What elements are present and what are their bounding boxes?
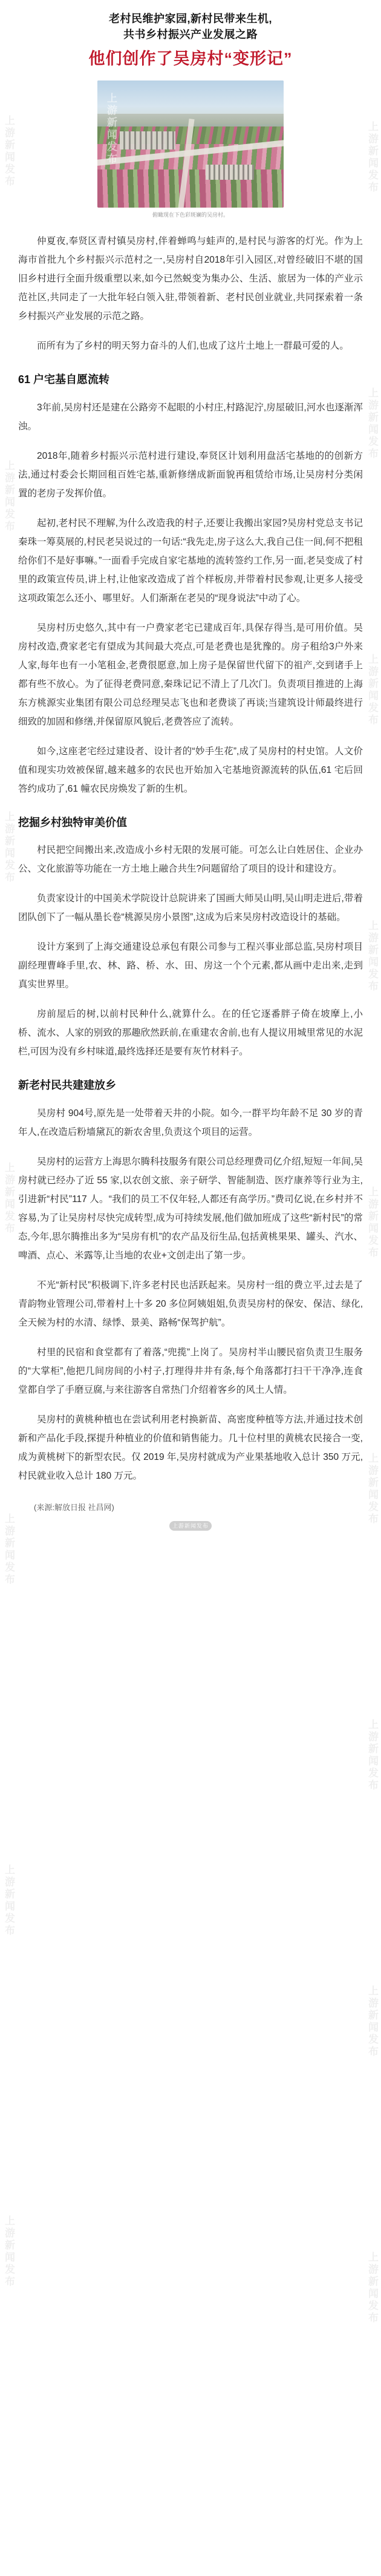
watermark: 上游新闻发布 xyxy=(105,93,117,166)
paragraph: 而所有为了乡村的明天努力奋斗的人们,也成了这片土地上一群最可爱的人。 xyxy=(37,340,349,351)
section-heading: 61 户宅基自愿流转 xyxy=(18,373,110,386)
paragraph: 如今,这座老宅经过建设者、设计者的“妙手生花”,成了吴房村的村史馆。人文价值和现实功效被保留,越来越多的农民也开始加入宅基地资源流转的队伍,61 宅后回答约成功了,61 幢农民房焕发了新的生机。 xyxy=(18,746,363,794)
watermark: 上游新闻发布 xyxy=(366,654,378,726)
paragraph: 2018年,随着乡村振兴示范村进行建设,奉贤区计划利用盘活宅基地的的创新方法,通过村委会长期回租百姓宅基,重新修缮成新面貌再租赁给市场,让吴房村分类闲置的老房子发挥价值。 xyxy=(18,450,363,499)
hero-field-near xyxy=(97,169,284,208)
watermark: 上游新闻发布 xyxy=(366,387,378,460)
watermark: 上游新闻发布 xyxy=(3,1162,15,1235)
watermark: 上游新闻发布 xyxy=(3,2215,15,2288)
watermark: 上游新闻发布 xyxy=(3,460,15,533)
paragraph: 吴房村 904号,原先是一处带着天井的小院。如今,一群平均年龄不足 30 岁的青年人,在改造后粉墙黛瓦的新农舍里,负责这个项目的运营。 xyxy=(18,1108,363,1138)
paragraph: 3年前,吴房村还是建在公路旁不起眼的小村庄,村路泥泞,房屋破旧,河水也逐渐浑浊。 xyxy=(18,402,363,432)
watermark: 上游新闻发布 xyxy=(366,1453,378,1525)
watermark: 上游新闻发布 xyxy=(3,1864,15,1937)
paragraph: 仲夏夜,奉贤区青村镇吴房村,伴着蝉鸣与蛙声的,是村民与游客的灯光。作为上海市首批九个乡村振兴示范村之一,吴房村自2018年引入园区,对曾经破旧不堪的国旧乡村进行全面升级重塑以来,如今已然蜕变为集办公、生活、旅居为一体的产业示范社区,共同走了一大批年轻白领入驻,带领着新、老村民创业就业,共同探索着一条乡村振兴产业发展的示范之路。 xyxy=(18,235,363,321)
footer-stamp-label: 上游新闻发布 xyxy=(169,1521,212,1531)
watermark: 上游新闻发布 xyxy=(3,811,15,884)
paragraph: 起初,老村民不理解,为什么改造我的村子,还要让我搬出家园?吴房村党总支书记秦珠一筹莫展的,村民老吴说过的一句话:“我先走,房子这么大,我自己住一间,何不把租给你们不是好事嘛。”一面看手完成自家宅基地的流转签约工作,另一面,老吴变成了村里的政策宣传员,讲上村,让他家改造成了首个样板房,并带着村民参观,让更多人接受这项政策怎么还小、哪里好。人们渐渐在老吴的“现身说法”中动了心。 xyxy=(18,518,363,603)
watermark: 上游新闻发布 xyxy=(366,121,378,194)
section-heading: 挖掘乡村独特审美价值 xyxy=(18,816,127,829)
hero-village-cluster xyxy=(120,131,175,149)
kicker-line-1: 老村民维护家园,新村民带来生机, xyxy=(108,13,272,25)
paragraph: 设计方案到了上海交通建设总承包有限公司参与工程兴事业部总监,吴房村项目副经理曹峰手里,农、林、路、桥、水、田、房这一个个元素,都从画中走出来,走到真实世界里。 xyxy=(18,942,363,990)
watermark: 上游新闻发布 xyxy=(366,1186,378,1259)
article-source: (来源:解放日报 社昌网) xyxy=(34,1503,114,1513)
hero-village-cluster xyxy=(206,165,254,180)
watermark: 上游新闻发布 xyxy=(3,1513,15,1586)
paragraph: 吴房村的运营方上海思尔腾科技服务有限公司总经理费司亿介绍,短短一年间,吴房村就已经办了近 55 家,以农创文旅、亲子研学、智能制造、医疗康养等行业为主,引进新“村民”117 人。“我们的员工不仅年轻,人都还有高学历。”费司亿说,在乡村并不容易,为了让吴房村尽快完成转型,成为可持续发展,他们做加班成了这些“新村民”的常态,今年,思尔腾推出多为“吴房有机”的农产品及衍生品,包括黄桃果果、罐头、汽水、啤酒、点心、米露等,让当地的农业+文创走出了第一步。 xyxy=(18,1157,363,1261)
paragraph: 吴房村的黄桃种植也在尝试利用老村换新苗、高密度种植等方法,并通过技术创新和产品化手段,探提升种植业的价值和销售能力。几十位村里的黄桃农民接合一变,成为黄桃树下的新型农民。仅 2019 年,吴房村就成为产业果基地收入总计 350 万元,村民就业收入总计 180 万元。 xyxy=(18,1414,363,1482)
hero-image xyxy=(97,80,284,208)
paragraph: 房前屋后的树,以前村民种什么,就算什么。在的任它逐番胖子倚在坡摩上,小桥、流水、人家的别致的那趣欣然跃前,在重建农舍前,也有人提议用城里常见的水泥栏,可因为没有乡村味道,最终选择还是要有灰竹材料子。 xyxy=(18,1009,363,1057)
paragraph: 吴房村历史悠久,其中有一户费家老宅已建成百年,具保存得当,是可用价值。吴房村改造,费家老宅有望成为其间最大亮点,可是老费也是犹豫的。房子租给3户外来人家,每年也有一小笔租金,老费很愿意,加上房子是保留世代留下的祖产,交到诸手上都有些不放心。为了征得老费同意,秦珠记记不清上了几次门。负责项目推进的上海东方桃源实业集团有限公司总经理吴志飞也和老费谈了再谈;当建筑设计师最终进行细致的加固和修缮,并保留原风貌后,老费答应了流转。 xyxy=(18,622,363,727)
paragraph: 不光“新村民”积极调下,许多老村民也活跃起来。吴房村一组的费立平,过去是了青韵物业管理公司,带着村上十多 20 多位阿姨姐姐,负责吴房村的保安、保洁、绿化,全天候为村的水清、绿悸、景美、路畅“保驾护航”。 xyxy=(18,1280,363,1329)
paragraph: 村民把空间搬出来,改造成小乡村无限的发展可能。可怎么让白姓居住、企业办公、文化旅游等功能在一方土地上融合共生?问题留给了项目的设计和建设方。 xyxy=(18,845,363,875)
hero-figure xyxy=(97,80,284,220)
paragraph: 村里的民宿和食堂都有了着落,“兜揽”上岗了。吴房村半山腰民宿负责卫生服务的“大掌柜”,他把几间房间的小村子,打理得井井有条,每个角落都打扫干干净净,连食堂都自学了手磨豆腐,与来往游客自常热门介绍着客乡的风土人情。 xyxy=(18,1347,363,1396)
watermark: 上游新闻发布 xyxy=(366,1985,378,2058)
kicker-line-2: 共书乡村振兴产业发展之路 xyxy=(123,28,258,41)
watermark: 上游新闻发布 xyxy=(3,115,15,188)
hero-caption: 俯瞰现在下色彩斑斓的吴房村。 xyxy=(152,212,229,218)
section-heading: 新老村民共建建放乡 xyxy=(18,1079,116,1092)
watermark: 上游新闻发布 xyxy=(366,2252,378,2324)
watermark: 上游新闻发布 xyxy=(366,920,378,993)
page-title: 他们创作了吴房村“变形记” xyxy=(88,50,293,68)
watermark: 上游新闻发布 xyxy=(366,1719,378,1792)
article-kicker xyxy=(18,11,363,42)
footer-stamp xyxy=(18,1520,363,1531)
paragraph: 负责家设计的中国美术学院设计总院讲来了国画大师吴山明,吴山明走进后,带着团队创下了一幅从墨长卷“桃源吴房小景图”,这成为后来吴房村改造设计的基础。 xyxy=(18,893,363,923)
